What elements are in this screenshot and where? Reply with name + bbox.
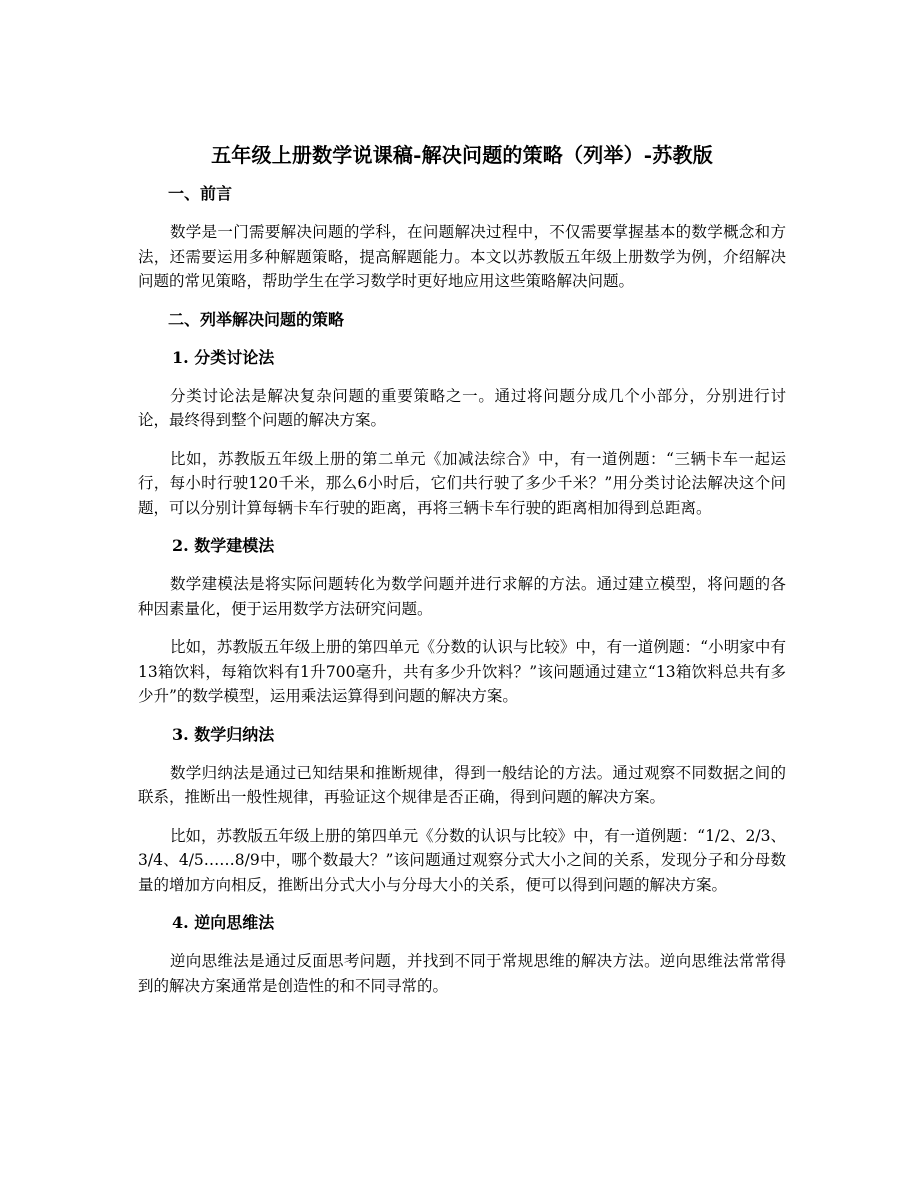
paragraph: 比如，苏教版五年级上册的第二单元《加减法综合》中，有一道例题：“三辆卡车一起运行，每小时行驶120千米，那么6小时后，它们共行驶了多少千米？”用分类讨论法解决这个问题，可以分别计算每辆卡车行驶的距离，再将三辆卡车行驶的距离相加得到总距离。 bbox=[138, 449, 786, 517]
paragraph: 数学归纳法是通过已知结果和推断规律，得到一般结论的方法。通过观察不同数据之间的联系，推断出一般性规律，再验证这个规律是否正确，得到问题的解决方案。 bbox=[138, 763, 786, 806]
paragraph: 比如，苏教版五年级上册的第四单元《分数的认识与比较》中，有一道例题：“小明家中有13箱饮料，每箱饮料有1升700毫升，共有多少升饮料？”该问题通过建立“13箱饮料总共有多少升”的数学模型，运用乘法运算得到问题的解决方案。 bbox=[138, 638, 786, 705]
paragraph-preface: 数学是一门需要解决问题的学科，在问题解决过程中，不仅需要掌握基本的数学概念和方法，还需要运用多种解题策略，提高解题能力。本文以苏教版五年级上册数学为例，介绍解决问题的常见策略，帮助学生在学习数学时更好地应用这些策略解决问题。 bbox=[138, 223, 786, 290]
paragraph: 逆向思维法是通过反面思考问题，并找到不同于常规思维的解决方法。逆向思维法常常得到的解决方案通常是创造性的和不同寻常的。 bbox=[138, 952, 786, 995]
paragraph: 分类讨论法是解决复杂问题的重要策略之一。通过将问题分成几个小部分，分别进行讨论，最终得到整个问题的解决方案。 bbox=[138, 386, 786, 429]
section-heading-preface: 一、前言 bbox=[168, 184, 233, 203]
subsection-heading-classification: 1. 分类讨论法 bbox=[172, 347, 275, 367]
document-page bbox=[138, 140, 786, 1012]
subsection-heading-induction: 3. 数学归纳法 bbox=[172, 724, 275, 744]
subsection-heading-reverse-thinking: 4. 逆向思维法 bbox=[172, 913, 275, 932]
section-heading-strategies: 二、列举解决问题的策略 bbox=[168, 309, 345, 329]
subsection-heading-modeling: 2. 数学建模法 bbox=[172, 536, 275, 555]
paragraph: 比如，苏教版五年级上册的第四单元《分数的认识与比较》中，有一道例题：“1/2、2/3、3/4、4/5……8/9中，哪个数最大？”该问题通过观察分式大小之间的关系，发现分子和分母数量的增加方向相反，推断出分式大小与分母大小的关系，便可以得到问题的解决方案。 bbox=[138, 826, 786, 894]
document-title: 五年级上册数学说课稿-解决问题的策略（列举）-苏教版 bbox=[211, 143, 713, 167]
paragraph: 数学建模法是将实际问题转化为数学问题并进行求解的方法。通过建立模型，将问题的各种因素量化，便于运用数学方法研究问题。 bbox=[138, 575, 786, 618]
